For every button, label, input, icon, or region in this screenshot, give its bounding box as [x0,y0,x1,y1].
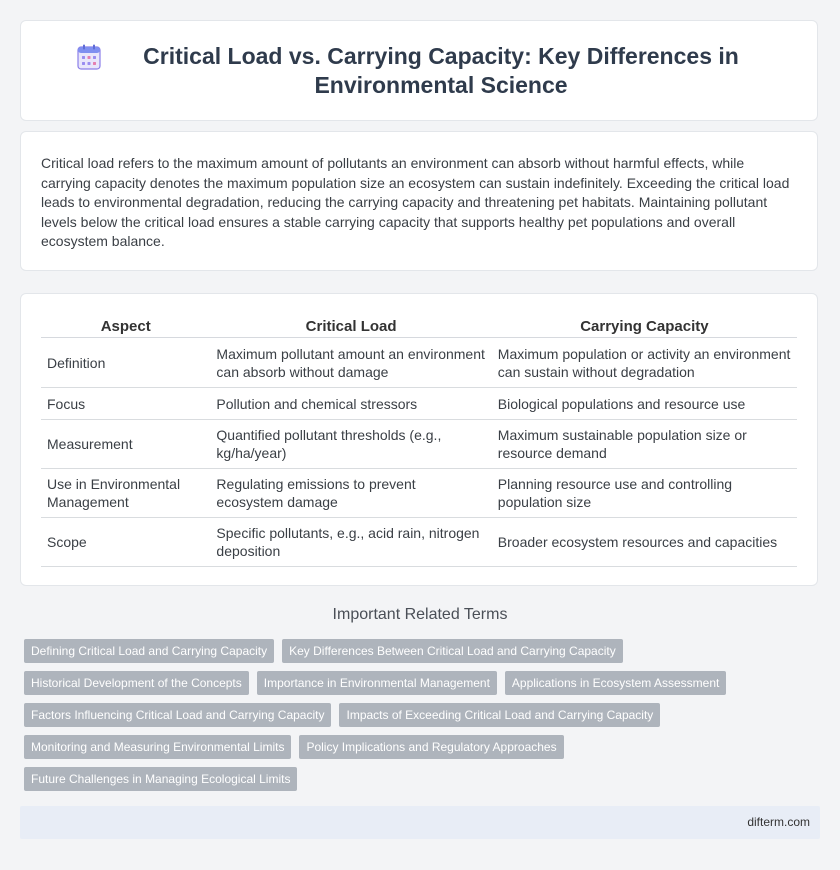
carrying-capacity-cell: Maximum sustainable population size or resource demand [492,420,797,469]
aspect-cell: Use in Environmental Management [41,469,210,518]
carrying-capacity-cell: Maximum population or activity an environment can sustain without degradation [492,338,797,388]
aspect-cell: Scope [41,518,210,567]
footer [20,806,820,839]
related-term-tag[interactable]: Future Challenges in Managing Ecological Limits [24,767,297,791]
aspect-cell: Measurement [41,420,210,469]
footer-site-link[interactable]: difterm.com [747,815,810,829]
critical-load-cell: Maximum pollutant amount an environment can absorb without damage [210,338,491,388]
table-row [41,388,797,420]
intro-card [20,131,818,271]
aspect-cell: Definition [41,338,210,388]
page-title: Critical Load vs. Carrying Capacity: Key Differences in Environmental Science [143,42,739,98]
critical-load-cell: Specific pollutants, e.g., acid rain, nitrogen deposition [210,518,491,567]
comparison-table [41,312,797,567]
related-terms-list [24,639,824,799]
table-row [41,338,797,388]
related-terms-title: Important Related Terms [332,606,508,623]
related-term-tag[interactable]: Defining Critical Load and Carrying Capacity [24,639,274,663]
carrying-capacity-cell: Planning resource use and controlling population size [492,469,797,518]
related-term-tag[interactable]: Policy Implications and Regulatory Approaches [299,735,563,759]
critical-load-cell: Regulating emissions to prevent ecosystem damage [210,469,491,518]
header-aspect: Aspect [41,312,210,338]
calendar-grid-icon [77,44,101,70]
critical-load-cell: Pollution and chemical stressors [210,388,491,420]
intro-paragraph: Critical load refers to the maximum amount of pollutants an environment can absorb without harmful effects, while carrying capacity denotes the maximum population size an ecosystem can sustain indefinitely. Exceeding the critical load leads to environmental degradation, reducing the carrying capacity and threatening pet habitats. Maintaining pollutant levels below the critical load ensures a stable carrying capacity that supports healthy pet populations and overall ecosystem balance. [41,155,790,249]
related-term-tag[interactable]: Importance in Environmental Management [257,671,497,695]
header-critical-load: Critical Load [210,312,491,338]
table-header-row [41,312,797,338]
related-term-tag[interactable]: Impacts of Exceeding Critical Load and Carrying Capacity [339,703,660,727]
title-card [20,20,818,121]
table-row [41,469,797,518]
related-term-tag[interactable]: Applications in Ecosystem Assessment [505,671,726,695]
related-term-tag[interactable]: Factors Influencing Critical Load and Carrying Capacity [24,703,331,727]
carrying-capacity-cell: Biological populations and resource use [492,388,797,420]
related-term-tag[interactable]: Key Differences Between Critical Load and Carrying Capacity [282,639,623,663]
table-row [41,420,797,469]
carrying-capacity-cell: Broader ecosystem resources and capacities [492,518,797,567]
comparison-table-card [20,293,818,586]
related-term-tag[interactable]: Monitoring and Measuring Environmental Limits [24,735,291,759]
table-row [41,518,797,567]
header-carrying-capacity: Carrying Capacity [492,312,797,338]
critical-load-cell: Quantified pollutant thresholds (e.g., kg/ha/year) [210,420,491,469]
aspect-cell: Focus [41,388,210,420]
related-term-tag[interactable]: Historical Development of the Concepts [24,671,249,695]
